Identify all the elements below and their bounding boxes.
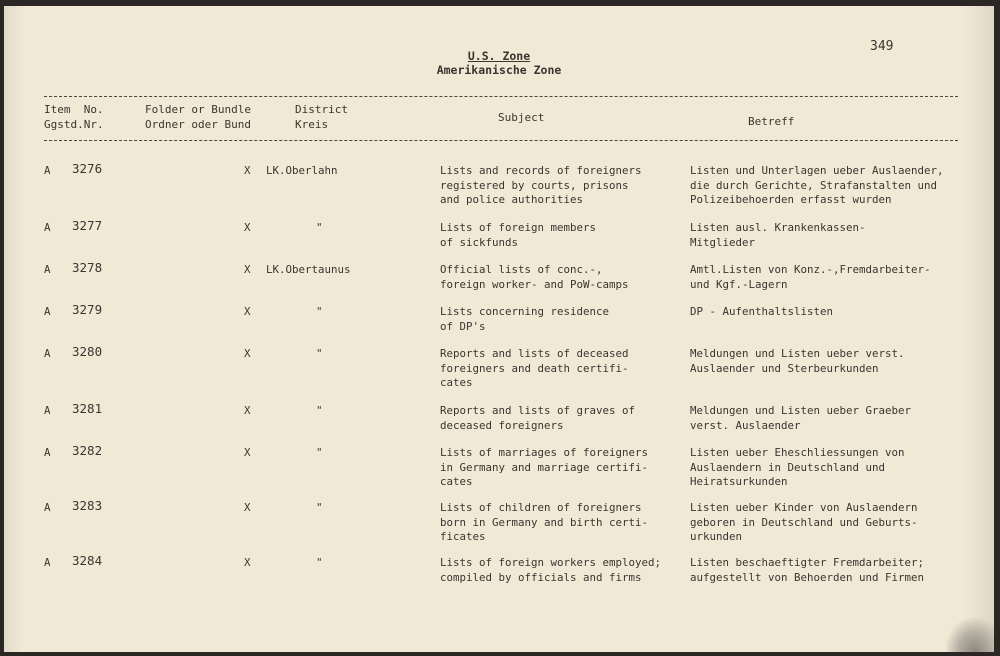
item-letter: A — [44, 347, 51, 360]
folder-mark: X — [244, 446, 251, 459]
item-letter: A — [44, 164, 51, 177]
item-number: 3282 — [72, 443, 103, 458]
folder-mark: X — [244, 164, 251, 177]
item-letter: A — [44, 556, 51, 569]
zone-title-text: U.S. Zone — [467, 49, 531, 63]
folder-mark: X — [244, 305, 251, 318]
subject: Reports and lists of graves of deceased foreigners — [440, 404, 636, 432]
column-header-subject: Subject — [498, 111, 545, 124]
item-number: 3280 — [72, 344, 103, 359]
item-number: 3283 — [72, 498, 103, 513]
betreff: Meldungen und Listen ueber Graeber verst. Auslaender — [690, 404, 912, 432]
page-number: 349 — [870, 39, 894, 54]
folder-mark: X — [244, 404, 251, 417]
betreff: Listen und Unterlagen ueber Auslaender, die durch Gerichte, Strafanstalten und Polizeibehoerden erfasst wurden — [690, 164, 944, 206]
table-row — [4, 443, 994, 502]
document-page — [4, 6, 994, 652]
page-corner-shadow — [946, 618, 994, 652]
betreff: Meldungen und Listen ueber verst. Auslaender und Sterbeurkunden — [690, 347, 905, 375]
item-number: 3277 — [72, 218, 103, 233]
subject: Official lists of conc.-, foreign worker- and PoW-camps — [440, 263, 629, 291]
item-number: 3276 — [72, 161, 103, 176]
folder-mark: X — [244, 221, 251, 234]
item-number: 3278 — [72, 260, 103, 275]
header-rule-top — [44, 96, 958, 97]
subject: Lists of foreign workers employed; compiled by officials and firms — [440, 556, 662, 584]
district: LK.Oberlahn — [266, 164, 338, 177]
table-row — [4, 553, 994, 612]
item-letter: A — [44, 263, 51, 276]
item-letter: A — [44, 404, 51, 417]
subject: Lists and records of foreigners registered by courts, prisons and police authorities — [440, 164, 642, 206]
betreff: Listen ueber Eheschliessungen von Auslaendern in Deutschland und Heiratsurkunden — [690, 446, 905, 488]
subject: Lists of marriages of foreigners in Germany and marriage certifi- cates — [440, 446, 649, 488]
table-row — [4, 161, 994, 220]
district: " — [316, 404, 323, 417]
district: " — [316, 446, 323, 459]
table-row — [4, 498, 994, 557]
item-letter: A — [44, 221, 51, 234]
district: " — [316, 347, 323, 360]
column-header-betreff: Betreff — [748, 115, 795, 128]
subject: Lists of foreign members of sickfunds — [440, 221, 597, 249]
item-letter: A — [44, 305, 51, 318]
district: " — [316, 305, 323, 318]
folder-mark: X — [244, 556, 251, 569]
item-letter: A — [44, 446, 51, 459]
item-number: 3284 — [72, 553, 103, 568]
district: " — [316, 221, 323, 234]
column-header-item: Item No. Ggstd.Nr. — [44, 103, 104, 131]
betreff: Listen ausl. Krankenkassen- Mitglieder — [690, 221, 866, 249]
column-header-district: District Kreis — [295, 103, 348, 131]
district: LK.Obertaunus — [266, 263, 351, 276]
zone-subtitle: Amerikanische Zone — [436, 63, 562, 77]
betreff: Listen ueber Kinder von Auslaendern geboren in Deutschland und Geburts- urkunden — [690, 501, 918, 543]
betreff: Amtl.Listen von Konz.-,Fremdarbeiter- und Kgf.-Lagern — [690, 263, 931, 291]
subject: Lists concerning residence of DP's — [440, 305, 610, 333]
folder-mark: X — [244, 501, 251, 514]
header-rule-bottom — [44, 140, 958, 141]
district: " — [316, 556, 323, 569]
table-row — [4, 344, 994, 403]
subject: Lists of children of foreigners born in Germany and birth certi- ficates — [440, 501, 649, 543]
betreff: Listen beschaeftigter Fremdarbeiter; aufgestellt von Behoerden und Firmen — [690, 556, 925, 584]
item-number: 3279 — [72, 302, 103, 317]
column-header-folder: Folder or Bundle Ordner oder Bund — [145, 103, 251, 131]
folder-mark: X — [244, 347, 251, 360]
betreff: DP - Aufenthaltslisten — [690, 305, 834, 318]
subject: Reports and lists of deceased foreigners and death certifi- cates — [440, 347, 629, 389]
folder-mark: X — [244, 263, 251, 276]
item-letter: A — [44, 501, 51, 514]
zone-title — [4, 49, 994, 63]
district: " — [316, 501, 323, 514]
item-number: 3281 — [72, 401, 103, 416]
